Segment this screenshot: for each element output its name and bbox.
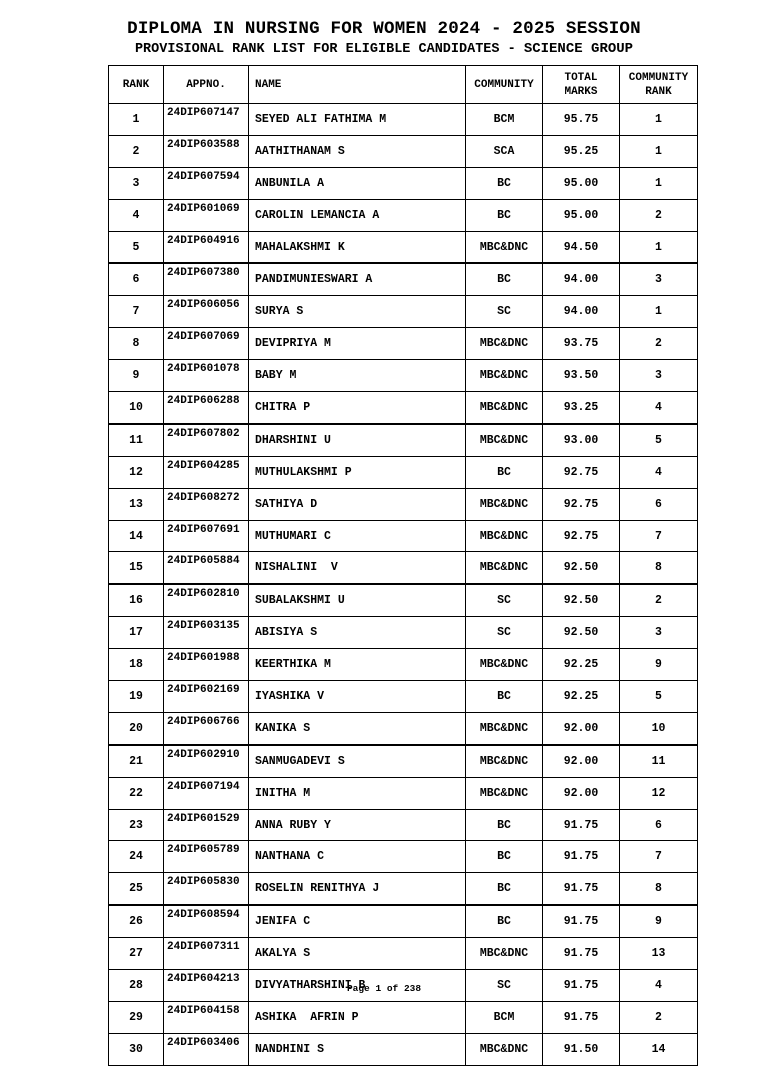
cell-total-marks: 93.00 [543, 424, 620, 456]
table-row [109, 392, 698, 424]
cell-community-rank: 9 [620, 905, 698, 937]
cell-name: NISHALINI V [249, 552, 466, 584]
cell-community: MBC&DNC [466, 649, 543, 681]
cell-name: PANDIMUNIESWARI A [249, 263, 466, 295]
cell-community-rank: 6 [620, 809, 698, 841]
table-row [109, 584, 698, 616]
cell-appno: 24DIP602910 [164, 745, 249, 777]
table-row [109, 841, 698, 873]
cell-rank: 6 [109, 263, 164, 295]
cell-rank: 13 [109, 488, 164, 520]
cell-appno: 24DIP605789 [164, 841, 249, 873]
cell-total-marks: 91.75 [543, 1001, 620, 1033]
document-subtitle [0, 41, 768, 57]
cell-appno: 24DIP608272 [164, 488, 249, 520]
cell-total-marks: 91.50 [543, 1033, 620, 1065]
cell-name: KEERTHIKA M [249, 649, 466, 681]
cell-rank: 11 [109, 424, 164, 456]
cell-community: BC [466, 167, 543, 199]
cell-community-rank: 1 [620, 135, 698, 167]
cell-rank: 1 [109, 104, 164, 136]
cell-community-rank: 7 [620, 841, 698, 873]
table-row [109, 199, 698, 231]
cell-name: DEVIPRIYA M [249, 328, 466, 360]
cell-name: AATHITHANAM S [249, 135, 466, 167]
cell-appno: 24DIP602169 [164, 681, 249, 713]
cell-community-rank: 5 [620, 424, 698, 456]
cell-total-marks: 92.25 [543, 649, 620, 681]
cell-total-marks: 95.00 [543, 199, 620, 231]
cell-name: ABISIYA S [249, 617, 466, 649]
header-community-rank [620, 66, 698, 104]
cell-total-marks: 94.00 [543, 263, 620, 295]
cell-community-rank: 4 [620, 456, 698, 488]
cell-appno: 24DIP606766 [164, 712, 249, 744]
cell-rank: 20 [109, 712, 164, 744]
cell-appno: 24DIP601529 [164, 809, 249, 841]
cell-name: ANNA RUBY Y [249, 809, 466, 841]
cell-appno: 24DIP603135 [164, 617, 249, 649]
cell-rank: 3 [109, 167, 164, 199]
table-row [109, 424, 698, 456]
cell-rank: 28 [109, 970, 164, 1002]
table-row [109, 520, 698, 552]
cell-community: MBC&DNC [466, 328, 543, 360]
table-row [109, 809, 698, 841]
cell-rank: 7 [109, 296, 164, 328]
table-row [109, 873, 698, 905]
cell-community-rank: 2 [620, 328, 698, 360]
cell-name: NANDHINI S [249, 1033, 466, 1065]
cell-appno: 24DIP606056 [164, 296, 249, 328]
cell-community: SC [466, 296, 543, 328]
cell-community-rank: 11 [620, 745, 698, 777]
cell-rank: 16 [109, 584, 164, 616]
cell-total-marks: 92.75 [543, 488, 620, 520]
cell-name: AKALYA S [249, 938, 466, 970]
cell-rank: 4 [109, 199, 164, 231]
cell-name: ANBUNILA A [249, 167, 466, 199]
table-row [109, 552, 698, 584]
cell-rank: 10 [109, 392, 164, 424]
cell-total-marks: 92.25 [543, 681, 620, 713]
cell-community: SC [466, 970, 543, 1002]
cell-rank: 25 [109, 873, 164, 905]
cell-community-rank: 10 [620, 712, 698, 744]
cell-total-marks: 91.75 [543, 970, 620, 1002]
cell-appno: 24DIP606288 [164, 392, 249, 424]
cell-appno: 24DIP607380 [164, 263, 249, 295]
cell-community-rank: 1 [620, 296, 698, 328]
cell-community-rank: 7 [620, 520, 698, 552]
cell-name: KANIKA S [249, 712, 466, 744]
cell-total-marks: 93.75 [543, 328, 620, 360]
cell-community-rank: 14 [620, 1033, 698, 1065]
cell-community: BC [466, 809, 543, 841]
cell-appno: 24DIP607594 [164, 167, 249, 199]
cell-community: BCM [466, 1001, 543, 1033]
cell-total-marks: 95.75 [543, 104, 620, 136]
cell-community-rank: 4 [620, 970, 698, 1002]
cell-appno: 24DIP607691 [164, 520, 249, 552]
cell-rank: 5 [109, 231, 164, 263]
cell-community: MBC&DNC [466, 488, 543, 520]
table-row [109, 360, 698, 392]
cell-rank: 14 [109, 520, 164, 552]
cell-community-rank: 8 [620, 552, 698, 584]
table-row [109, 488, 698, 520]
cell-community: BC [466, 873, 543, 905]
cell-community-rank: 13 [620, 938, 698, 970]
cell-community-rank: 2 [620, 1001, 698, 1033]
cell-community-rank: 3 [620, 617, 698, 649]
header-community-rank-line2: RANK [645, 85, 672, 98]
cell-community: BCM [466, 104, 543, 136]
cell-community: MBC&DNC [466, 520, 543, 552]
cell-community: SCA [466, 135, 543, 167]
cell-community: MBC&DNC [466, 777, 543, 809]
cell-total-marks: 93.25 [543, 392, 620, 424]
rank-list-table [108, 65, 698, 1066]
cell-community: SC [466, 584, 543, 616]
cell-community: MBC&DNC [466, 424, 543, 456]
cell-community: SC [466, 617, 543, 649]
cell-rank: 19 [109, 681, 164, 713]
cell-appno: 24DIP608594 [164, 905, 249, 937]
cell-rank: 8 [109, 328, 164, 360]
cell-community-rank: 2 [620, 584, 698, 616]
cell-community: BC [466, 681, 543, 713]
table-row [109, 649, 698, 681]
table-row [109, 1033, 698, 1065]
table-row [109, 745, 698, 777]
table-row [109, 905, 698, 937]
cell-rank: 12 [109, 456, 164, 488]
cell-name: SATHIYA D [249, 488, 466, 520]
cell-community-rank: 1 [620, 231, 698, 263]
cell-community: MBC&DNC [466, 1033, 543, 1065]
cell-community-rank: 9 [620, 649, 698, 681]
cell-community: MBC&DNC [466, 712, 543, 744]
cell-appno: 24DIP601988 [164, 649, 249, 681]
cell-name: CAROLIN LEMANCIA A [249, 199, 466, 231]
table-body [109, 104, 698, 1066]
cell-total-marks: 94.00 [543, 296, 620, 328]
cell-community-rank: 1 [620, 167, 698, 199]
table-row [109, 1001, 698, 1033]
cell-total-marks: 94.50 [543, 231, 620, 263]
cell-total-marks: 92.50 [543, 584, 620, 616]
cell-appno: 24DIP601069 [164, 199, 249, 231]
cell-total-marks: 92.00 [543, 712, 620, 744]
cell-name: SANMUGADEVI S [249, 745, 466, 777]
header-community-rank-line1: COMMUNITY [628, 71, 689, 84]
header-total-marks-line1: TOTAL [564, 71, 598, 84]
cell-name: DHARSHINI U [249, 424, 466, 456]
cell-appno: 24DIP604213 [164, 970, 249, 1002]
cell-rank: 22 [109, 777, 164, 809]
cell-appno: 24DIP601078 [164, 360, 249, 392]
cell-rank: 29 [109, 1001, 164, 1033]
cell-rank: 18 [109, 649, 164, 681]
cell-rank: 27 [109, 938, 164, 970]
cell-appno: 24DIP607311 [164, 938, 249, 970]
cell-total-marks: 92.00 [543, 745, 620, 777]
cell-community: BC [466, 905, 543, 937]
cell-name: BABY M [249, 360, 466, 392]
cell-community-rank: 12 [620, 777, 698, 809]
cell-name: CHITRA P [249, 392, 466, 424]
cell-appno: 24DIP604158 [164, 1001, 249, 1033]
cell-name: ROSELIN RENITHYA J [249, 873, 466, 905]
cell-community: MBC&DNC [466, 231, 543, 263]
cell-appno: 24DIP603406 [164, 1033, 249, 1065]
cell-appno: 24DIP604285 [164, 456, 249, 488]
header-name: NAME [249, 66, 466, 104]
cell-rank: 15 [109, 552, 164, 584]
table-row [109, 231, 698, 263]
cell-total-marks: 92.50 [543, 617, 620, 649]
cell-name: ASHIKA AFRIN P [249, 1001, 466, 1033]
table-row [109, 712, 698, 744]
cell-community: BC [466, 841, 543, 873]
table-row [109, 135, 698, 167]
header-rank: RANK [109, 66, 164, 104]
table-header [109, 66, 698, 104]
document-title: DIPLOMA IN NURSING FOR WOMEN 2024 - 2025 SESSION [127, 19, 641, 39]
cell-community-rank: 3 [620, 263, 698, 295]
cell-community: BC [466, 263, 543, 295]
cell-community: MBC&DNC [466, 552, 543, 584]
cell-community-rank: 3 [620, 360, 698, 392]
cell-appno: 24DIP605830 [164, 873, 249, 905]
cell-name: MUTHULAKSHMI P [249, 456, 466, 488]
cell-rank: 23 [109, 809, 164, 841]
cell-name: SURYA S [249, 296, 466, 328]
cell-appno: 24DIP607802 [164, 424, 249, 456]
header-appno: APPNO. [164, 66, 249, 104]
header-total-marks-line2: MARKS [564, 85, 598, 98]
table-row [109, 938, 698, 970]
cell-community-rank: 8 [620, 873, 698, 905]
cell-community-rank: 2 [620, 199, 698, 231]
cell-total-marks: 92.75 [543, 520, 620, 552]
table-row [109, 456, 698, 488]
cell-total-marks: 95.25 [543, 135, 620, 167]
cell-rank: 2 [109, 135, 164, 167]
cell-appno: 24DIP605884 [164, 552, 249, 584]
cell-name: NANTHANA C [249, 841, 466, 873]
cell-total-marks: 91.75 [543, 809, 620, 841]
table-row [109, 167, 698, 199]
cell-total-marks: 91.75 [543, 905, 620, 937]
table-row [109, 777, 698, 809]
cell-appno: 24DIP604916 [164, 231, 249, 263]
cell-name: MAHALAKSHMI K [249, 231, 466, 263]
cell-community: MBC&DNC [466, 938, 543, 970]
subtitle-prefix: PROVISIONAL RANK LIST FOR ELIGIBLE CANDIDATES - [134, 42, 524, 57]
cell-rank: 21 [109, 745, 164, 777]
cell-name: SEYED ALI FATHIMA M [249, 104, 466, 136]
cell-community: MBC&DNC [466, 745, 543, 777]
cell-total-marks: 91.75 [543, 841, 620, 873]
cell-total-marks: 91.75 [543, 873, 620, 905]
cell-name: DIVYATHARSHINI B [249, 970, 466, 1002]
cell-total-marks: 93.50 [543, 360, 620, 392]
cell-rank: 24 [109, 841, 164, 873]
page-number: Page 1 of 238 [346, 983, 422, 994]
cell-community-rank: 6 [620, 488, 698, 520]
cell-appno: 24DIP607147 [164, 104, 249, 136]
cell-community: BC [466, 456, 543, 488]
cell-name: MUTHUMARI C [249, 520, 466, 552]
cell-rank: 17 [109, 617, 164, 649]
table-row [109, 263, 698, 295]
cell-total-marks: 92.00 [543, 777, 620, 809]
cell-name: IYASHIKA V [249, 681, 466, 713]
cell-rank: 9 [109, 360, 164, 392]
table-row [109, 681, 698, 713]
cell-total-marks: 92.50 [543, 552, 620, 584]
cell-community-rank: 4 [620, 392, 698, 424]
subtitle-group: SCIENCE GROUP [523, 41, 634, 57]
cell-total-marks: 92.75 [543, 456, 620, 488]
cell-total-marks: 91.75 [543, 938, 620, 970]
header-total-marks [543, 66, 620, 104]
cell-community: BC [466, 199, 543, 231]
table-row [109, 328, 698, 360]
cell-appno: 24DIP607069 [164, 328, 249, 360]
cell-community-rank: 5 [620, 681, 698, 713]
cell-appno: 24DIP602810 [164, 584, 249, 616]
cell-community: MBC&DNC [466, 392, 543, 424]
cell-rank: 26 [109, 905, 164, 937]
cell-appno: 24DIP607194 [164, 777, 249, 809]
table-row [109, 104, 698, 136]
header-community: COMMUNITY [466, 66, 543, 104]
table-row [109, 296, 698, 328]
cell-name: JENIFA C [249, 905, 466, 937]
cell-community-rank: 1 [620, 104, 698, 136]
table-row [109, 617, 698, 649]
cell-name: INITHA M [249, 777, 466, 809]
cell-community: MBC&DNC [466, 360, 543, 392]
cell-total-marks: 95.00 [543, 167, 620, 199]
cell-name: SUBALAKSHMI U [249, 584, 466, 616]
cell-rank: 30 [109, 1033, 164, 1065]
cell-appno: 24DIP603588 [164, 135, 249, 167]
